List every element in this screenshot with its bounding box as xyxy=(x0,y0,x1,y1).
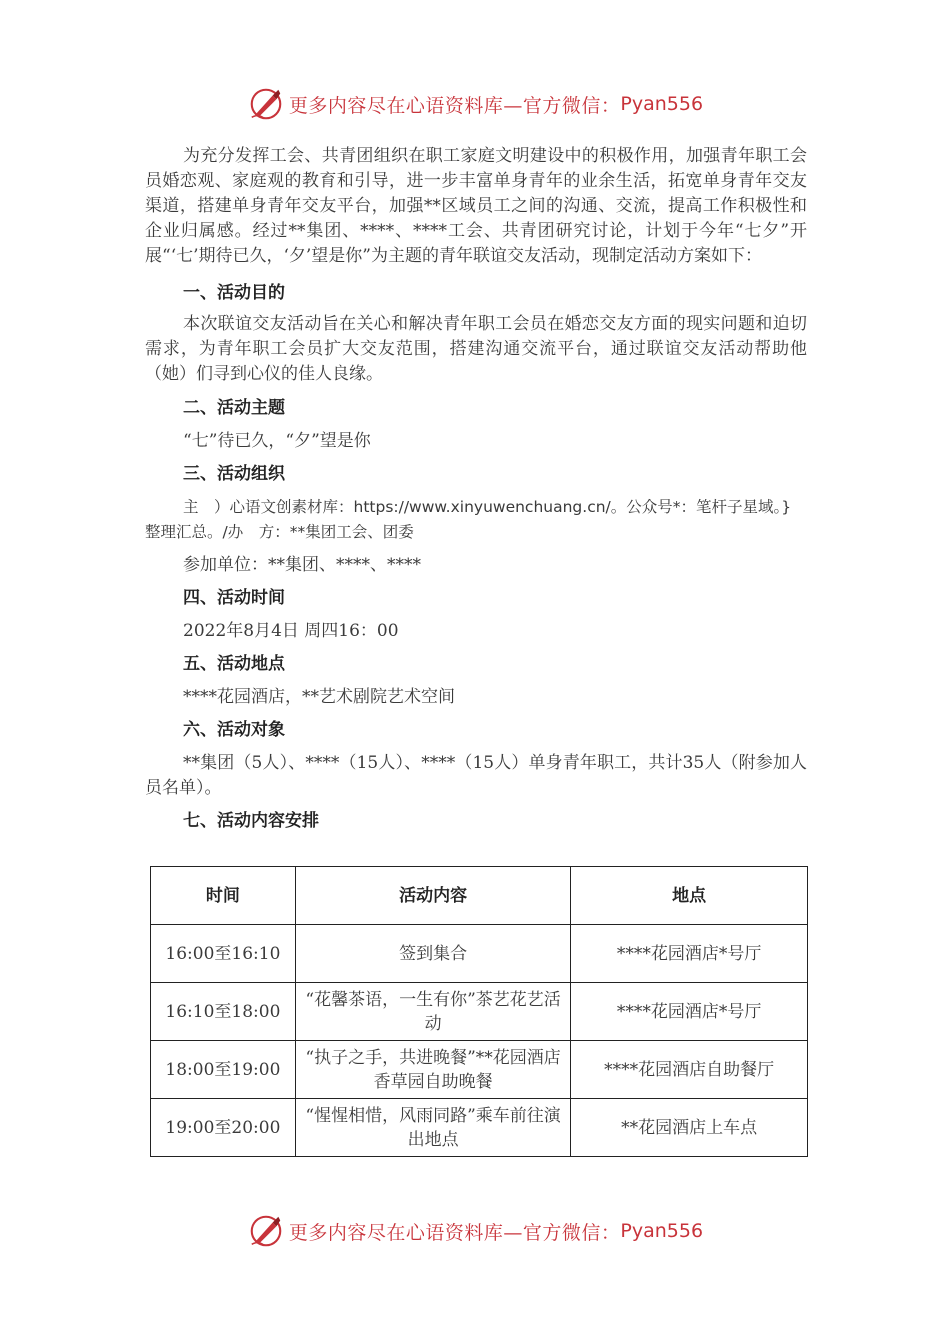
header-content: 活动内容 xyxy=(295,867,571,925)
schedule-table xyxy=(150,866,808,1157)
pen-nib-logo-icon xyxy=(247,1212,285,1250)
cell-location: ****花园酒店自助餐厅 xyxy=(571,1041,808,1099)
section-7-title: 七、活动内容安排 xyxy=(183,811,319,831)
cell-time: 19:00至20:00 xyxy=(151,1099,296,1157)
cell-location: **花园酒店上车点 xyxy=(571,1099,808,1157)
cell-location: ****花园酒店*号厅 xyxy=(571,925,808,983)
banner-text: 更多内容尽在心语资料库—官方微信： xyxy=(288,94,621,117)
table-row xyxy=(151,925,808,983)
cell-content: “惺惺相惜，风雨同路”乘车前往演出地点 xyxy=(295,1099,571,1157)
cell-content: 签到集合 xyxy=(295,925,571,983)
section-3-title: 三、活动组织 xyxy=(183,464,285,484)
section-3-line-2: 整理汇总。/办 方：**集团工会、团委 xyxy=(145,523,414,541)
intro-paragraph: 为充分发挥工会、共青团组织在职工家庭文明建设中的积极作用，加强青年职工会员婚恋观、家庭观的教育和引导，进一步丰富单身青年的业余生活，拓宽单身青年交友渠道，搭建单身青年交友平台，加强**区域员工之间的沟通、交流，提高工作积极性和企业归属感。经过**集团、****、****工会、共青团研究讨论，计划于今年“七夕”开展“‘七’期待已久，‘夕’望是你”为主题的青年联谊交友活动，现制定活动方案如下： xyxy=(145,146,807,266)
section-5-body: ****花园酒店，**艺术剧院艺术空间 xyxy=(183,687,455,707)
section-1-title: 一、活动目的 xyxy=(183,283,285,303)
section-4-title: 四、活动时间 xyxy=(183,588,285,608)
section-2-body: “七”待已久，“夕”望是你 xyxy=(183,431,371,451)
section-2-title: 二、活动主题 xyxy=(183,398,285,418)
header-location: 地点 xyxy=(571,867,808,925)
cell-time: 18:00至19:00 xyxy=(151,1041,296,1099)
banner-wechat-id: Pyan556 xyxy=(620,93,704,115)
cell-location: ****花园酒店*号厅 xyxy=(571,983,808,1041)
table-row xyxy=(151,1099,808,1157)
cell-time: 16:10至18:00 xyxy=(151,983,296,1041)
pen-nib-logo-icon xyxy=(247,85,285,123)
document-body xyxy=(145,144,807,834)
table-header-row xyxy=(151,867,808,925)
section-3-line-1: 主 ）心语文创素材库：https://www.xinyuwenchuang.cn/。公众号*：笔杆子星域。} xyxy=(183,498,792,516)
header-time: 时间 xyxy=(151,867,296,925)
cell-time: 16:00至16:10 xyxy=(151,925,296,983)
table-row xyxy=(151,1041,808,1099)
section-1-body: 本次联谊交友活动旨在关心和解决青年职工会员在婚恋交友方面的现实问题和迫切需求，为青年职工会员扩大交友范围，搭建沟通交流平台，通过联谊交友活动帮助他（她）们寻到心仪的佳人良缘。 xyxy=(145,314,807,384)
cell-content: “花馨茶语，一生有你”茶艺花艺活动 xyxy=(295,983,571,1041)
header-banner xyxy=(0,84,950,124)
section-3-line-3: 参加单位：**集团、****、**** xyxy=(183,555,421,575)
banner-text: 更多内容尽在心语资料库—官方微信： xyxy=(288,1221,621,1244)
table-row xyxy=(151,983,808,1041)
footer-banner xyxy=(0,1211,950,1251)
cell-content: “执子之手，共进晚餐”**花园酒店香草园自助晚餐 xyxy=(295,1041,571,1099)
section-5-title: 五、活动地点 xyxy=(183,654,285,674)
banner-wechat-id: Pyan556 xyxy=(620,1220,704,1242)
section-4-body: 2022年8月4日 周四16：00 xyxy=(183,621,399,641)
section-6-body: **集团（5人）、****（15人）、****（15人）单身青年职工，共计35人（附参加人员名单）。 xyxy=(145,753,807,798)
section-6-title: 六、活动对象 xyxy=(183,720,285,740)
